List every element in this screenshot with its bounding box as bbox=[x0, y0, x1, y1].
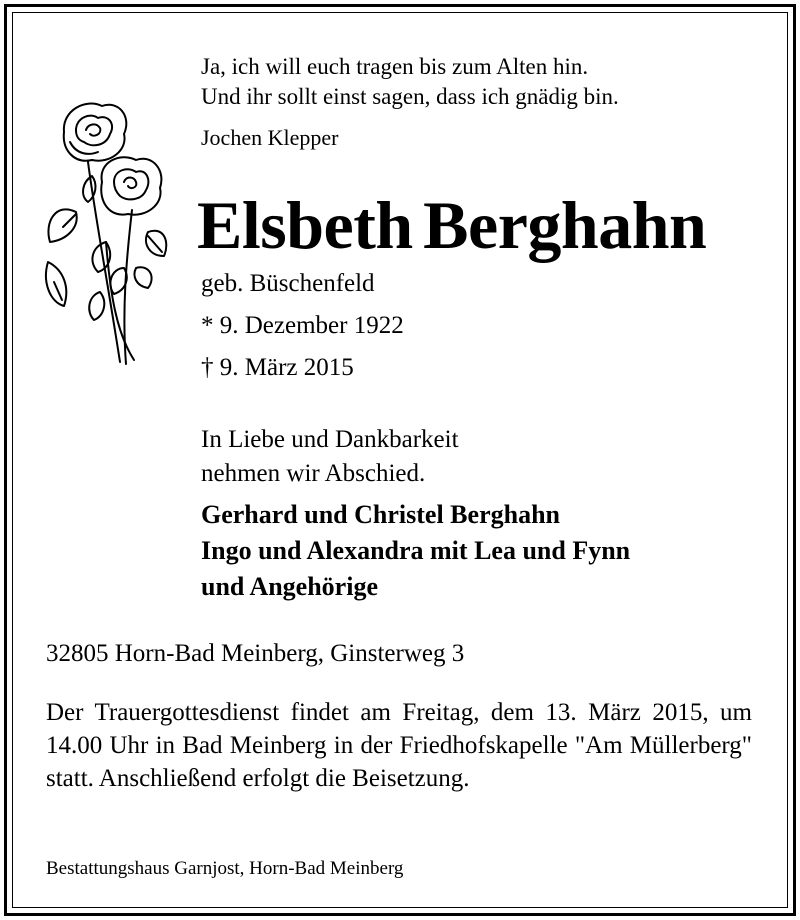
farewell-line: In Liebe und Dankbarkeit bbox=[201, 426, 459, 453]
mourners-list bbox=[201, 497, 630, 605]
mourner: und Angehörige bbox=[201, 572, 378, 601]
undertaker: Bestattungshaus Garnjost, Horn-Bad Meinberg bbox=[46, 858, 404, 879]
rose-icon bbox=[36, 92, 172, 372]
quote-author: Jochen Klepper bbox=[201, 125, 339, 150]
farewell-line: nehmen wir Abschied. bbox=[201, 460, 426, 487]
quote bbox=[201, 52, 619, 112]
quote-line: Ja, ich will euch tragen bis zum Alten hin. bbox=[201, 54, 589, 79]
mourner: Ingo und Alexandra mit Lea und Fynn bbox=[201, 536, 631, 565]
quote-line: Und ihr sollt einst sagen, dass ich gnädig bin. bbox=[201, 84, 619, 109]
death-date: † 9. März 2015 bbox=[201, 354, 354, 381]
deceased-name: Elsbeth Berghahn bbox=[197, 187, 707, 263]
address: 32805 Horn-Bad Meinberg, Ginsterweg 3 bbox=[46, 640, 465, 667]
mourner: Gerhard und Christel Berghahn bbox=[201, 500, 560, 529]
birth-date: * 9. Dezember 1922 bbox=[201, 312, 404, 339]
farewell-text bbox=[201, 423, 459, 491]
service-text: Der Trauergottesdienst findet am Freitag, dem 13. März 2015, um 14.00 Uhr in Bad Meinberg in der Friedhofskapelle "Am Müllerberg" statt. Anschließend erfolgt die Beisetzung. bbox=[46, 699, 752, 792]
born-name: geb. Büschenfeld bbox=[201, 270, 375, 297]
